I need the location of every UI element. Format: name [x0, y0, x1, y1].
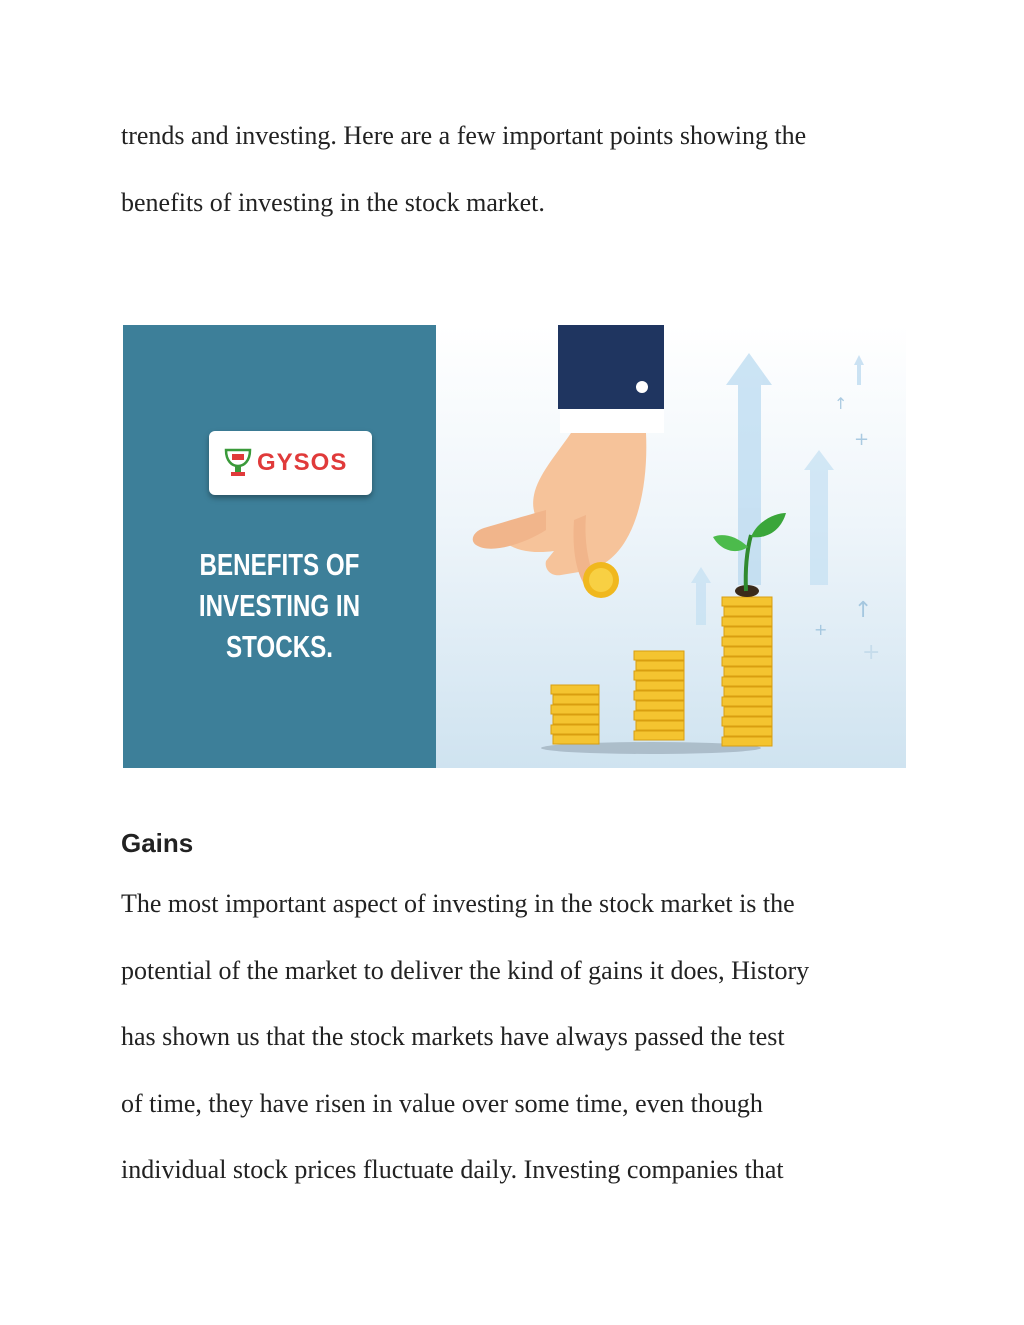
hand-icon [473, 433, 647, 591]
svg-text:+: + [814, 620, 828, 639]
sleeve-icon [558, 325, 664, 433]
banner-left-panel [123, 325, 436, 768]
gains-line: individual stock prices fluctuate daily. Investing companies that [121, 1155, 784, 1184]
coin-stacks-icon [541, 597, 772, 754]
trophy-icon [223, 447, 253, 479]
growth-arrows-icon [691, 353, 880, 665]
coins-illustration [436, 325, 906, 768]
svg-text:+: + [862, 640, 881, 665]
banner-illustration [436, 325, 906, 768]
banner-headline-line: BENEFITS OF [199, 547, 360, 582]
gysos-logo [209, 431, 372, 495]
intro-line: benefits of investing in the stock market. [121, 187, 545, 217]
svg-text:+: + [854, 429, 870, 450]
gains-line: has shown us that the stock markets have always passed the test [121, 1022, 785, 1051]
benefits-banner-image [123, 325, 906, 768]
section-heading: Gains [121, 828, 194, 858]
gains-line: potential of the market to deliver the kind of gains it does, History [121, 955, 810, 985]
coin-icon [583, 562, 619, 598]
intro-paragraph [121, 103, 921, 236]
svg-text:↑: ↑ [854, 598, 873, 623]
svg-text:↑: ↑ [834, 394, 848, 413]
banner-headline-line: INVESTING IN STOCKS. [198, 588, 361, 664]
gains-paragraph [121, 871, 921, 1204]
gains-line: of time, they have risen in value over some time, even though [121, 1088, 763, 1118]
logo-text: GYSOS [257, 449, 348, 476]
intro-line: trends and investing. Here are a few important points showing the [121, 121, 807, 150]
gains-line: The most important aspect of investing in the stock market is the [121, 889, 795, 918]
